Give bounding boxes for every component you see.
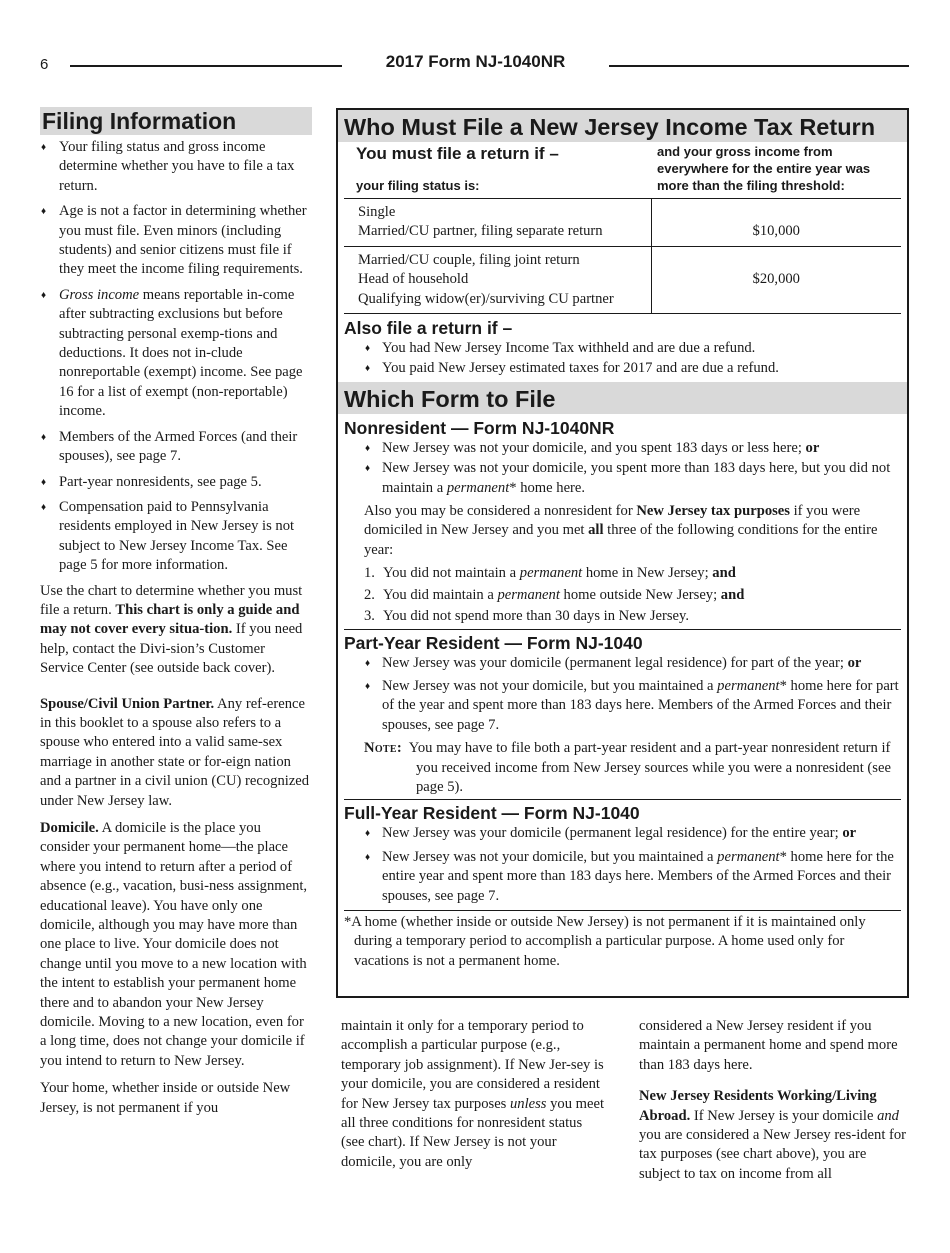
bold-lead: Domicile. <box>40 820 99 836</box>
diamond-bullet-icon: ♦ <box>365 851 371 863</box>
list-item <box>40 202 312 280</box>
italic-term: unless <box>510 1095 547 1112</box>
income-column-header: and your gross income from everywhere for the entire year was more than the filing threshold: <box>657 144 871 193</box>
list-item-text: You had New Jersey Income Tax withheld and are due a refund. <box>382 340 756 357</box>
filing-information-heading: Filing Information <box>40 107 312 135</box>
list-item-text: * home here for part of the year and spent more than 183 days here. Members of the Armed Forces and their spouses, see page 7. <box>382 677 899 733</box>
bold-text: and <box>720 586 745 603</box>
bullet-text: Your filing status and gross income determine whether you have to file a tax return. <box>59 139 295 194</box>
bold-text: New Jersey tax purposes <box>636 503 790 520</box>
list-item <box>40 498 312 576</box>
nonresident-paragraph <box>364 502 901 560</box>
list-item-text: * home here for the entire year and spent more than 183 days here. Members of the Armed Forces and their spouses, see page 7. <box>382 848 894 904</box>
list-item <box>364 564 901 583</box>
paragraph-text: Any ref-erence in this booklet to a spouse also refers to a spouse who entered into a valid same-sex marriage in another state or for-eign nation and a partner in a civil union (CU) recognized under New Jersey law. <box>40 695 310 809</box>
status-line: Married/CU couple, filing joint return <box>358 251 580 268</box>
also-file-heading: Also file a return if – <box>344 318 513 339</box>
italic-term: permanent <box>446 479 510 496</box>
list-item <box>363 654 901 673</box>
bold-text: or <box>847 654 862 671</box>
list-item <box>40 428 312 467</box>
list-item <box>363 848 901 906</box>
list-item-text: New Jersey was not your domicile, but you maintained a <box>382 677 718 694</box>
running-title: 2017 Form NJ-1040NR <box>385 52 566 71</box>
threshold-cell: $20,000 <box>651 246 901 313</box>
condition-number: 2. <box>364 586 375 603</box>
list-item-text: New Jersey was your domicile (permanent legal residence) for the entire year; <box>382 825 843 842</box>
table-row <box>344 199 901 247</box>
paragraph-text: Use the chart to determine whether you must file a return. <box>40 582 303 618</box>
list-item <box>363 439 901 458</box>
bold-lead: Spouse/Civil Union Partner. <box>40 695 215 712</box>
list-item <box>363 677 901 735</box>
list-item-text: New Jersey was not your domicile, and you spent 183 days or less here; <box>382 439 806 456</box>
nonresident-conditions <box>364 564 901 626</box>
condition-number: 1. <box>364 565 375 582</box>
home-paragraph: Your home, whether inside or outside New Jersey, is not permanent if you <box>40 1080 291 1116</box>
middle-column <box>341 1017 605 1172</box>
list-item <box>364 607 901 626</box>
list-item-text: You did not spend more than 30 days in New Jersey. <box>383 608 690 625</box>
list-item <box>40 286 312 422</box>
list-item-text: New Jersey was not your domicile, but you maintained a <box>382 848 718 865</box>
diamond-bullet-icon: ♦ <box>365 463 371 475</box>
domicile-paragraph <box>40 819 312 1071</box>
italic-term: permanent <box>497 586 560 603</box>
list-item-text: home in New Jersey; <box>582 565 713 582</box>
list-item-text: You did maintain a <box>383 586 498 603</box>
diamond-bullet-icon: ♦ <box>41 142 47 153</box>
right-column <box>639 1017 911 1192</box>
condition-number: 3. <box>364 608 375 625</box>
bullet-text: means reportable in-come after subtracting exclusions but before subtracting personal exemp-tions and deductions. It does not in-clude nonreportable (exempt) income. See page 16 for a list of exempt (non-reportable) income. <box>59 286 303 420</box>
paragraph-text: If you need help, contact the Divi-sion’s Customer Service Center (see outside back cover). <box>40 621 303 677</box>
status-column-header <box>344 143 651 199</box>
paragraph-text: if you were domiciled in New Jersey and you met <box>364 503 861 539</box>
diamond-bullet-icon: ♦ <box>365 828 371 840</box>
diamond-bullet-icon: ♦ <box>365 657 371 669</box>
status-line: Single <box>358 204 396 220</box>
which-form-title: Which Form to File <box>338 382 907 414</box>
status-line: Head of household <box>358 271 469 288</box>
status-line: Qualifying widow(er)/surviving CU partner <box>358 290 614 307</box>
bold-text: and <box>712 565 736 582</box>
diamond-bullet-icon: ♦ <box>41 289 47 301</box>
diamond-bullet-icon: ♦ <box>41 431 47 443</box>
spouse-paragraph <box>40 695 312 811</box>
list-item <box>363 359 901 378</box>
full-year-heading: Full-Year Resident — Form NJ-1040 <box>344 799 901 824</box>
bold-text: or <box>805 439 820 456</box>
filing-info-bullets <box>40 138 312 576</box>
threshold-cell: $10,000 <box>651 199 901 247</box>
bold-lead: New Jersey Residents Working/Living Abroad. <box>639 1088 877 1124</box>
table-row <box>344 246 901 313</box>
note-text: You may have to file both a part-year resident and a part-year nonresident return if you received income from New Jersey sources while you were a nonresident (see page 5). <box>408 740 891 795</box>
table-header-main: You must file a return if – <box>356 144 559 163</box>
note-label: Note: <box>364 740 403 757</box>
chart-guide-paragraph <box>40 582 312 679</box>
diamond-bullet-icon: ♦ <box>365 343 371 355</box>
status-line: Married/CU partner, filing separate return <box>358 223 603 240</box>
paragraph-text: If New Jersey is your domicile <box>690 1107 878 1124</box>
part-year-note <box>364 739 901 797</box>
bold-text: This chart is only a guide and may not cover every situa-tion. <box>40 601 300 638</box>
diamond-bullet-icon: ♦ <box>365 442 371 454</box>
resident-paragraph: considered a New Jersey resident if you maintain a permanent home and spend more than 183 days here. <box>639 1018 898 1073</box>
table-header-sub: your filing status is: <box>356 178 480 193</box>
part-year-list <box>363 654 901 736</box>
list-item <box>364 586 901 605</box>
bullet-text: Members of the Armed Forces (and their spouses), see page 7. <box>59 428 298 465</box>
paragraph-text: Also you may be considered a nonresident for <box>364 503 637 520</box>
full-year-list <box>363 824 901 906</box>
status-cell <box>344 246 651 313</box>
list-item-text: You paid New Jersey estimated taxes for 2017 and are due a refund. <box>382 360 779 377</box>
status-cell <box>344 199 651 247</box>
list-item-text: You did not maintain a <box>383 565 520 582</box>
list-item <box>363 459 901 498</box>
filing-threshold-table <box>344 143 901 314</box>
list-item-text: New Jersey was not your domicile, you spent more than 183 days here, but you did not maintain a <box>382 460 891 496</box>
middle-paragraph <box>341 1017 605 1172</box>
list-item-text: New Jersey was your domicile (permanent legal residence) for part of the year; <box>382 654 848 671</box>
page-number: 6 <box>40 56 49 73</box>
bullet-text: Part-year nonresidents, see page 5. <box>59 473 262 490</box>
bullet-text: Age is not a factor in determining whether you must file. Even minors (including students) and senior citizens must file if they meet the income filing requirements. <box>59 203 307 278</box>
list-item <box>40 473 312 492</box>
italic-term: permanent <box>519 565 583 582</box>
abroad-paragraph <box>639 1087 911 1184</box>
paragraph-text: A domicile is the place you consider your permanent home—the place where you intend to return after a period of absence (e.g., vacation, busi-ness assignment, educational leave). You have only one domicile, although you may have more than one place to live. Your domicile does not change until you move to a new location with the intent to establish your permanent home there and to abandon your New Jersey domicile. Moving to a new location, even for a long time, does not change your domicile if you intend to return to New Jersey. <box>40 820 308 1069</box>
nonresident-heading: Nonresident — Form NJ-1040NR <box>344 417 615 438</box>
paragraph-text: you meet all three conditions for nonresident status (see chart). If New Jersey is not your domicile, you are only <box>341 1095 605 1170</box>
part-year-heading: Part-Year Resident — Form NJ-1040 <box>344 629 901 654</box>
nonresident-list <box>363 439 901 498</box>
diamond-bullet-icon: ♦ <box>41 206 47 218</box>
list-item-text: home outside New Jersey; <box>559 586 721 603</box>
paragraph-text: three of the following conditions for the entire year: <box>364 522 878 558</box>
paragraph-text: you are considered a New Jersey res-ident for tax purposes (see chart above), you are subject to tax on income from all <box>639 1127 907 1182</box>
left-column <box>40 107 312 1126</box>
list-item <box>363 339 901 358</box>
diamond-bullet-icon: ♦ <box>365 680 371 692</box>
italic-term: and <box>877 1107 899 1124</box>
gross-income-term: Gross income <box>59 286 140 303</box>
bullet-text: Compensation paid to Pennsylvania residents employed in New Jersey is not subject to New Jersey Income Tax. See page 5 for more information. <box>59 498 295 574</box>
permanent-home-footnote: *A home (whether inside or outside New Jersey) is not permanent if it is maintained only during a temporary period to accomplish a particular purpose. A home used only for vacations is not a permanent home. <box>344 910 901 971</box>
who-must-file-box <box>336 108 909 998</box>
italic-term: permanent <box>717 848 780 865</box>
bold-text: all <box>588 522 604 539</box>
list-item <box>40 138 312 196</box>
diamond-bullet-icon: ♦ <box>41 501 47 513</box>
paragraph-text: maintain it only for a temporary period to accomplish a particular purpose (e.g., temporary job assignment). If New Jer-sey is your domicile, you are considered a resident for New Jersey tax purposes <box>341 1018 604 1112</box>
italic-term: permanent <box>717 677 780 694</box>
diamond-bullet-icon: ♦ <box>365 363 371 375</box>
diamond-bullet-icon: ♦ <box>41 476 47 488</box>
header-rule-left <box>70 65 342 67</box>
header-rule-right <box>609 65 909 67</box>
bold-text: or <box>842 825 857 842</box>
also-file-list <box>363 339 901 379</box>
list-item <box>363 824 901 843</box>
list-item-text: * home here. <box>509 479 586 496</box>
who-must-file-title: Who Must File a New Jersey Income Tax Return <box>338 110 907 142</box>
